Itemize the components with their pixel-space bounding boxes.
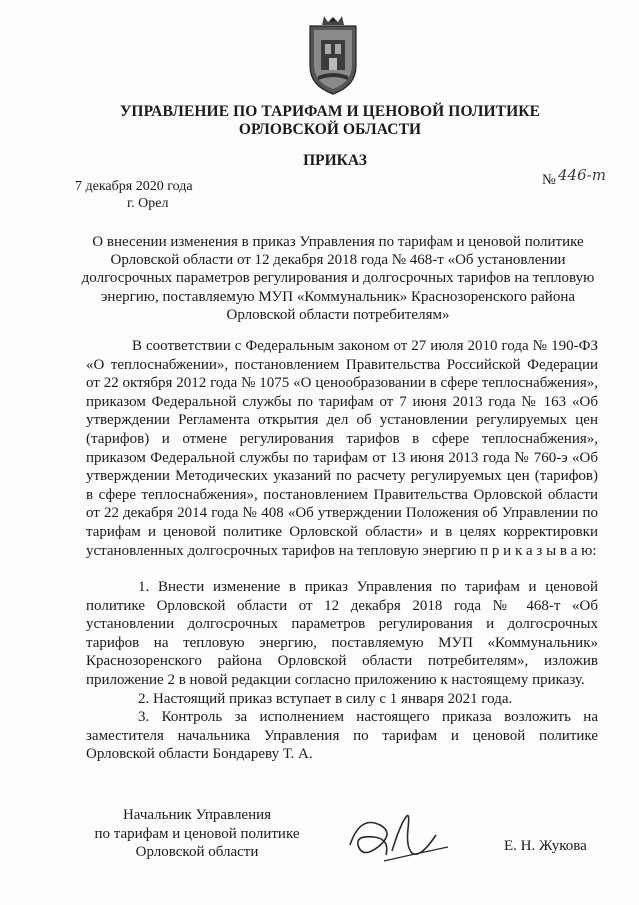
order-date: 7 декабря 2020 года <box>75 179 193 194</box>
document-type: ПРИКАЗ <box>303 152 367 169</box>
agency-name-line2: ОРЛОВСКОЙ ОБЛАСТИ <box>238 121 422 138</box>
signatory-title-line1: Начальник Управления <box>122 807 272 823</box>
signatory-name: Е. Н. Жукова <box>504 838 587 854</box>
order-number-handwritten: 446-т <box>558 166 606 184</box>
handwritten-signature <box>340 795 460 875</box>
signatory-title-line3: Орловской области <box>135 844 259 860</box>
order-items <box>86 578 598 764</box>
order-number-prefix: № <box>542 172 556 188</box>
order-item-1: 1. Внести изменение в приказ Управления по тарифам и ценовой политике Орловской области от 12 декабря 2018 года № 468-т «Об установлении долгосрочных параметров регулирования и долгосрочных тарифов на тепловую энергию, поставляемую МУП «Коммунальник» Краснозоренского района Орловской области потребителям», изложив приложение 2 в новой редакции согласно приложению к настоящему приказу. <box>86 579 598 688</box>
order-subject: О внесении изменения в приказ Управления по тарифам и ценовой политике Орловской области от 12 декабря 2018 года № 468-т «Об установлении долгосрочных параметров регулирования и долгосрочных тарифов на тепловую энергию, поставляемую МУП «Коммунальник» Краснозоренского района Орловской области потребителям» <box>81 234 595 323</box>
order-item-3: 3. Контроль за исполнением настоящего приказа возложить на заместителя начальника Управления по тарифам и ценовой политике Орловской области Бондареву Т. А. <box>86 709 598 763</box>
agency-name-line1: УПРАВЛЕНИЕ ПО ТАРИФАМ И ЦЕНОВОЙ ПОЛИТИКЕ <box>119 103 541 120</box>
signatory-title-line2: по тарифам и ценовой политике <box>94 825 300 842</box>
coat-of-arms-emblem <box>304 14 362 96</box>
order-preamble: В соответствии с Федеральным законом от 27 июля 2010 года № 190-ФЗ «О теплоснабжении», постановлением Правительства Российской Федерации от 22 октября 2012 года № 1075 «О ценообразовании в сфере теплоснабжения», приказом Федеральной службы по тарифам от 7 июня 2013 года № 163 «Об утверждении Регламента открытия дел об установлении регулируемых цен (тарифов) и отмене регулирования тарифов в сфере теплоснабжения», приказом Федеральной службы по тарифам от 13 июня 2013 года № 760-э «Об утверждении Методических указаний по расчету регулируемых цен (тарифов) в сфере теплоснабжения», постановлением Правительства Орловской области от 22 декабря 2014 года № 408 «Об утверждении Положения об Управлении по тарифам и ценовой политике Орловской области» и в целях корректировки установленных долгосрочных тарифов на тепловую энергию п р и к а з ы в а ю: <box>86 338 598 559</box>
order-item-2: 2. Настоящий приказ вступает в силу с 1 января 2021 года. <box>138 690 513 707</box>
order-city: г. Орел <box>127 196 169 211</box>
signatory-title <box>92 806 302 862</box>
